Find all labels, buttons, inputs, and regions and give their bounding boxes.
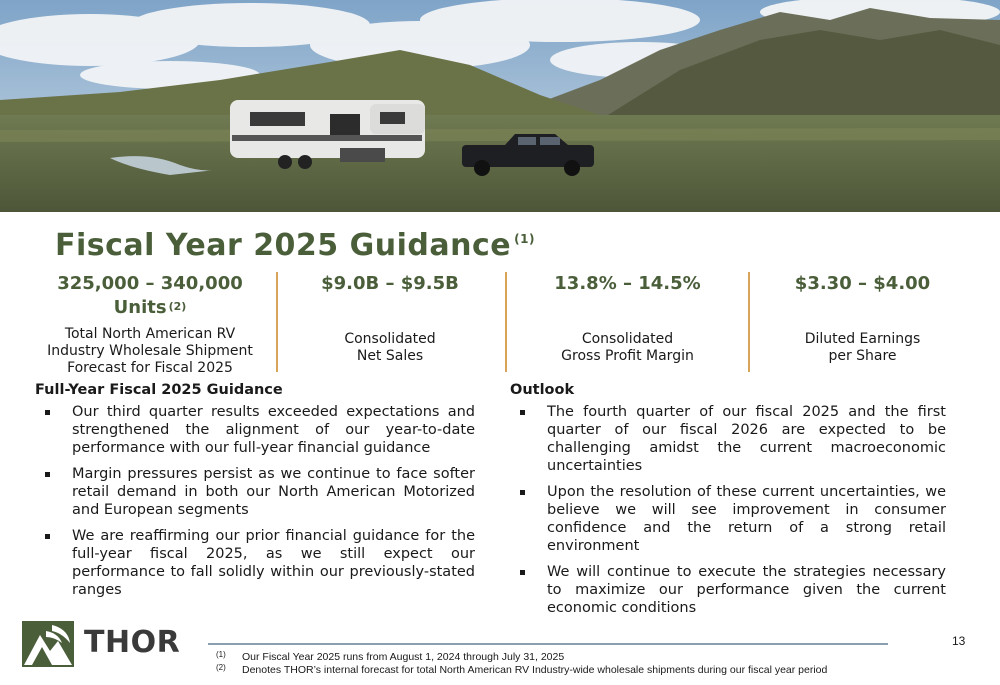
- bullet-list: [35, 403, 475, 599]
- metric-label: Total North American RV Industry Wholesale Shipment Forecast for Fiscal 2025: [47, 326, 253, 376]
- footnote-text: Denotes THOR’s internal forecast for total North American RV Industry-wide wholesale shipments during our fiscal year period: [242, 664, 828, 676]
- metric-footnote-mark: (2): [168, 300, 187, 313]
- metric-label-line2: per Share: [828, 348, 897, 364]
- metric-label-line1: Consolidated: [581, 331, 674, 347]
- thor-mountain-logo-icon: [22, 621, 74, 667]
- list-item: We will continue to execute the strategies necessary to maximize our performance given the current economic conditions: [510, 563, 946, 617]
- metric-label-line1: Consolidated: [344, 331, 436, 347]
- thor-logo: [22, 621, 192, 667]
- metric-diluted-eps: [760, 272, 965, 372]
- list-item: Margin pressures persist as we continue to face softer retail demand in both our North American Motorized and European segments: [35, 465, 475, 519]
- metric-gross-profit-margin: [525, 272, 730, 372]
- footer-rule: [208, 643, 888, 645]
- metric-label-line2: Gross Profit Margin: [561, 348, 694, 364]
- metric-value-units: Units $^{(2)}$: [113, 297, 187, 318]
- metric-label-line1: Diluted Earnings: [804, 331, 921, 347]
- metric-divider: [748, 272, 750, 372]
- list-item: Our third quarter results exceeded expectations and strengthened the alignment of our year-to-date performance with our full-year financial guidance: [35, 403, 475, 457]
- title-text: Fiscal Year 2025 Guidance: [55, 228, 512, 263]
- section-heading: Outlook: [510, 382, 575, 398]
- footnote-text: Our Fiscal Year 2025 runs from August 1, 2024 through July 31, 2025: [242, 651, 565, 663]
- list-item: We are reaffirming our prior financial guidance for the full-year fiscal 2025, as we still expect our performance to fall solidly within our previously-stated ranges: [35, 527, 475, 599]
- metric-net-sales: [290, 272, 490, 372]
- landscape-illustration: [0, 0, 1000, 212]
- footnote: [216, 664, 936, 677]
- metric-value: $3.30 – $4.00: [794, 273, 931, 294]
- section-heading: Full-Year Fiscal 2025 Guidance: [35, 382, 283, 398]
- metric-divider: [505, 272, 507, 372]
- metric-value: $9.0B – $9.5B: [321, 273, 459, 294]
- hero-image: [0, 0, 1000, 212]
- metric-divider: [276, 272, 278, 372]
- outlook-section: [510, 382, 946, 625]
- guidance-metrics: [25, 272, 975, 376]
- list-item: Upon the resolution of these current uncertainties, we believe we will see improvement in consumer confidence and the return of a strong retail environment: [510, 483, 946, 555]
- metric-label-line2: Net Sales: [356, 348, 424, 364]
- footnote: [216, 651, 936, 664]
- logo-wordmark: THOR: [84, 625, 181, 660]
- page-title: [55, 228, 535, 263]
- metric-value: 13.8% – 14.5%: [554, 273, 701, 294]
- metric-value: 325,000 – 340,000: [57, 273, 243, 294]
- title-footnote-mark: (1): [514, 232, 535, 246]
- page-number: 13: [952, 634, 966, 648]
- metric-wholesale-shipments: [35, 272, 265, 376]
- footnotes: [216, 651, 936, 677]
- footnote-mark: (1): [216, 650, 226, 659]
- full-year-guidance-section: [35, 382, 475, 607]
- bullet-list: [510, 403, 946, 617]
- list-item: The fourth quarter of our fiscal 2025 and the first quarter of our fiscal 2026 are expected to be challenging amidst the current macroeconomic uncertainties: [510, 403, 946, 475]
- footnote-mark: (2): [216, 663, 226, 672]
